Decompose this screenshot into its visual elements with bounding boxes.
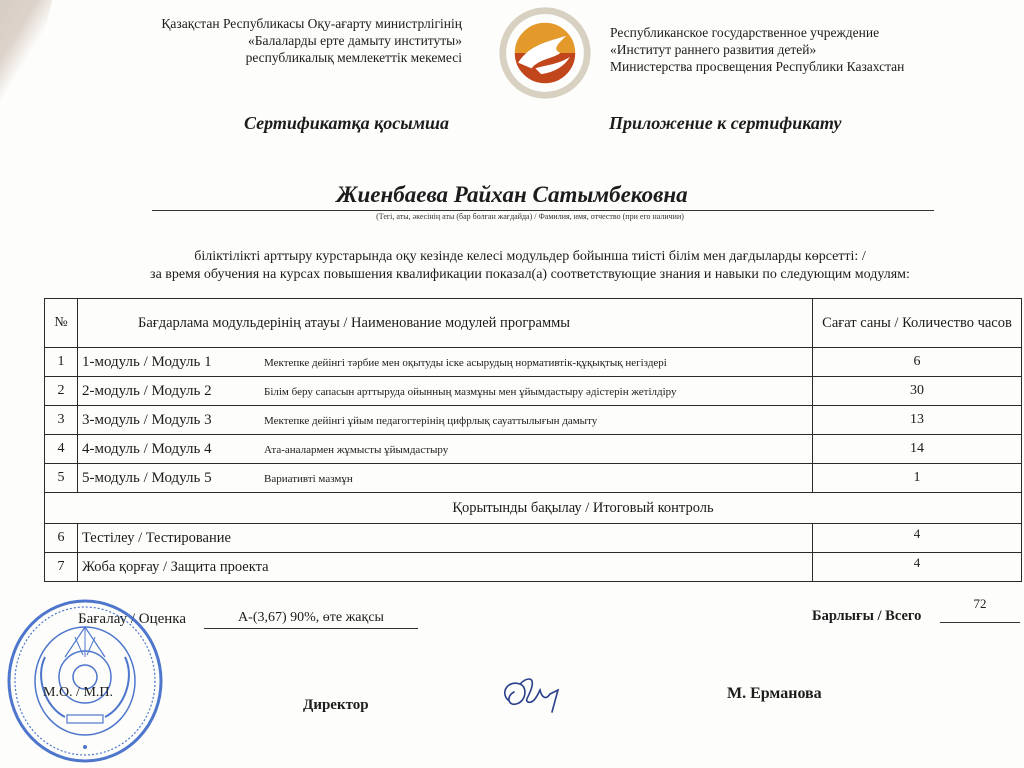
- module-cell: [78, 435, 813, 464]
- row-no: 2: [45, 377, 78, 406]
- intro-kz: біліктілікті арттыру курстарында оқу кезінде келесі модульдер бойынша тиісті білім мен дағдыларды көрсетті: /: [194, 249, 866, 264]
- module-description: Мектепке дейінгі тәрбие мен оқытуды іске асырудың нормативтік-құқықтық негіздері: [264, 356, 667, 369]
- module-hours: 14: [813, 435, 1022, 464]
- module-label: 1-модуль / Модуль 1: [82, 353, 212, 370]
- intro-text: [0, 248, 1024, 284]
- subtitle-kz: Сертификатқа қосымша: [244, 113, 450, 133]
- name-caption: (Тегі, аты, әкесінің аты (бар болған жағдайда) / Фамилия, имя, отчество (при его наличии): [376, 212, 684, 221]
- table-row: [45, 524, 1022, 553]
- grade-value: А-(3,67) 90%, өте жақсы: [204, 610, 418, 629]
- signature-icon: [498, 672, 570, 716]
- header-module-name: Бағдарлама модульдерінің атауы / Наименование модулей программы: [78, 299, 813, 348]
- module-description: Ата-аналармен жұмысты ұйымдастыру: [264, 443, 449, 456]
- control-hours: 4: [913, 554, 921, 570]
- header-kz-line: «Балаларды ерте дамыту институты»: [248, 33, 462, 48]
- module-hours: 1: [813, 464, 1022, 493]
- official-stamp-icon: [5, 597, 165, 765]
- table-row: [45, 464, 1022, 493]
- intro-ru: за время обучения на курсах повышения квалификации показал(а) соответствующие знания и навыки по следующим модулям:: [150, 267, 910, 282]
- module-label: 4-модуль / Модуль 4: [82, 440, 212, 457]
- signatory-name: М. Ерманова: [727, 685, 822, 702]
- table-row: [45, 348, 1022, 377]
- row-no: 5: [45, 464, 78, 493]
- control-hours: 4: [913, 525, 921, 541]
- module-cell: [78, 406, 813, 435]
- subtitle-ru: Приложение к сертификату: [609, 113, 842, 133]
- table-row: [45, 377, 1022, 406]
- module-cell: [78, 348, 813, 377]
- module-label: 5-модуль / Модуль 5: [82, 469, 212, 486]
- module-description: Білім беру сапасын арттыруда ойынның мазмұны мен ұйымдастыру әдістерін жетілдіру: [264, 385, 677, 398]
- name-underline: [152, 210, 934, 211]
- row-no: 7: [45, 553, 78, 582]
- header-no: №: [45, 299, 78, 348]
- row-no: 6: [45, 524, 78, 553]
- table-row: [45, 406, 1022, 435]
- table-row: [45, 435, 1022, 464]
- module-label: 3-модуль / Модуль 3: [82, 411, 212, 428]
- row-no: 3: [45, 406, 78, 435]
- final-control-title-cell: [45, 493, 1022, 524]
- row-no: 1: [45, 348, 78, 377]
- control-hours-cell: [813, 524, 1022, 553]
- header-institution-ru: [610, 24, 910, 75]
- table-header-row: [45, 299, 1022, 348]
- header-kz-line: республикалық мемлекеттік мекемесі: [245, 50, 462, 65]
- module-description: Мектепке дейінгі ұйым педагогтерінің цифрлық сауаттылығын дамыту: [264, 414, 598, 427]
- total-value: 72: [940, 596, 1020, 623]
- header-institution-kz: [140, 15, 462, 66]
- module-label: 2-модуль / Модуль 2: [82, 382, 212, 399]
- control-label: Жоба қорғау / Защита проекта: [78, 553, 813, 582]
- modules-table: [44, 298, 1022, 582]
- header-hours: Сағат саны / Количество часов: [813, 299, 1022, 348]
- institute-logo-hands-icon: [497, 5, 593, 101]
- module-hours: 30: [813, 377, 1022, 406]
- header-ru-line: Министерства просвещения Республики Казахстан: [610, 59, 905, 74]
- grade-label: Бағалау / Оценка: [78, 611, 187, 627]
- table-row: [45, 553, 1022, 582]
- final-control-section-row: [45, 493, 1022, 524]
- header-ru-line: Республиканское государственное учреждение: [610, 25, 880, 40]
- signatory-title: Директор: [303, 697, 369, 713]
- control-hours-cell: [813, 553, 1022, 582]
- module-description: Вариативті мазмұн: [264, 472, 353, 485]
- control-label: Тестілеу / Тестирование: [78, 524, 813, 553]
- module-hours: 13: [813, 406, 1022, 435]
- paper-edge-shadow: [0, 0, 57, 120]
- stamp-placeholder-label: М.О. / М.П.: [43, 685, 114, 700]
- module-hours: 6: [813, 348, 1022, 377]
- final-control-title: Қорытынды бақылау / Итоговый контроль: [452, 499, 714, 516]
- header-kz-line: Қазақстан Республикасы Оқу-ағарту министрлігінің: [161, 16, 462, 31]
- module-cell: [78, 377, 813, 406]
- total-label: Барлығы / Всего: [812, 608, 922, 624]
- header-ru-line: «Институт раннего развития детей»: [610, 42, 817, 57]
- row-no: 4: [45, 435, 78, 464]
- recipient-name: Жиенбаева Райхан Сатымбековна: [336, 182, 688, 207]
- module-cell: [78, 464, 813, 493]
